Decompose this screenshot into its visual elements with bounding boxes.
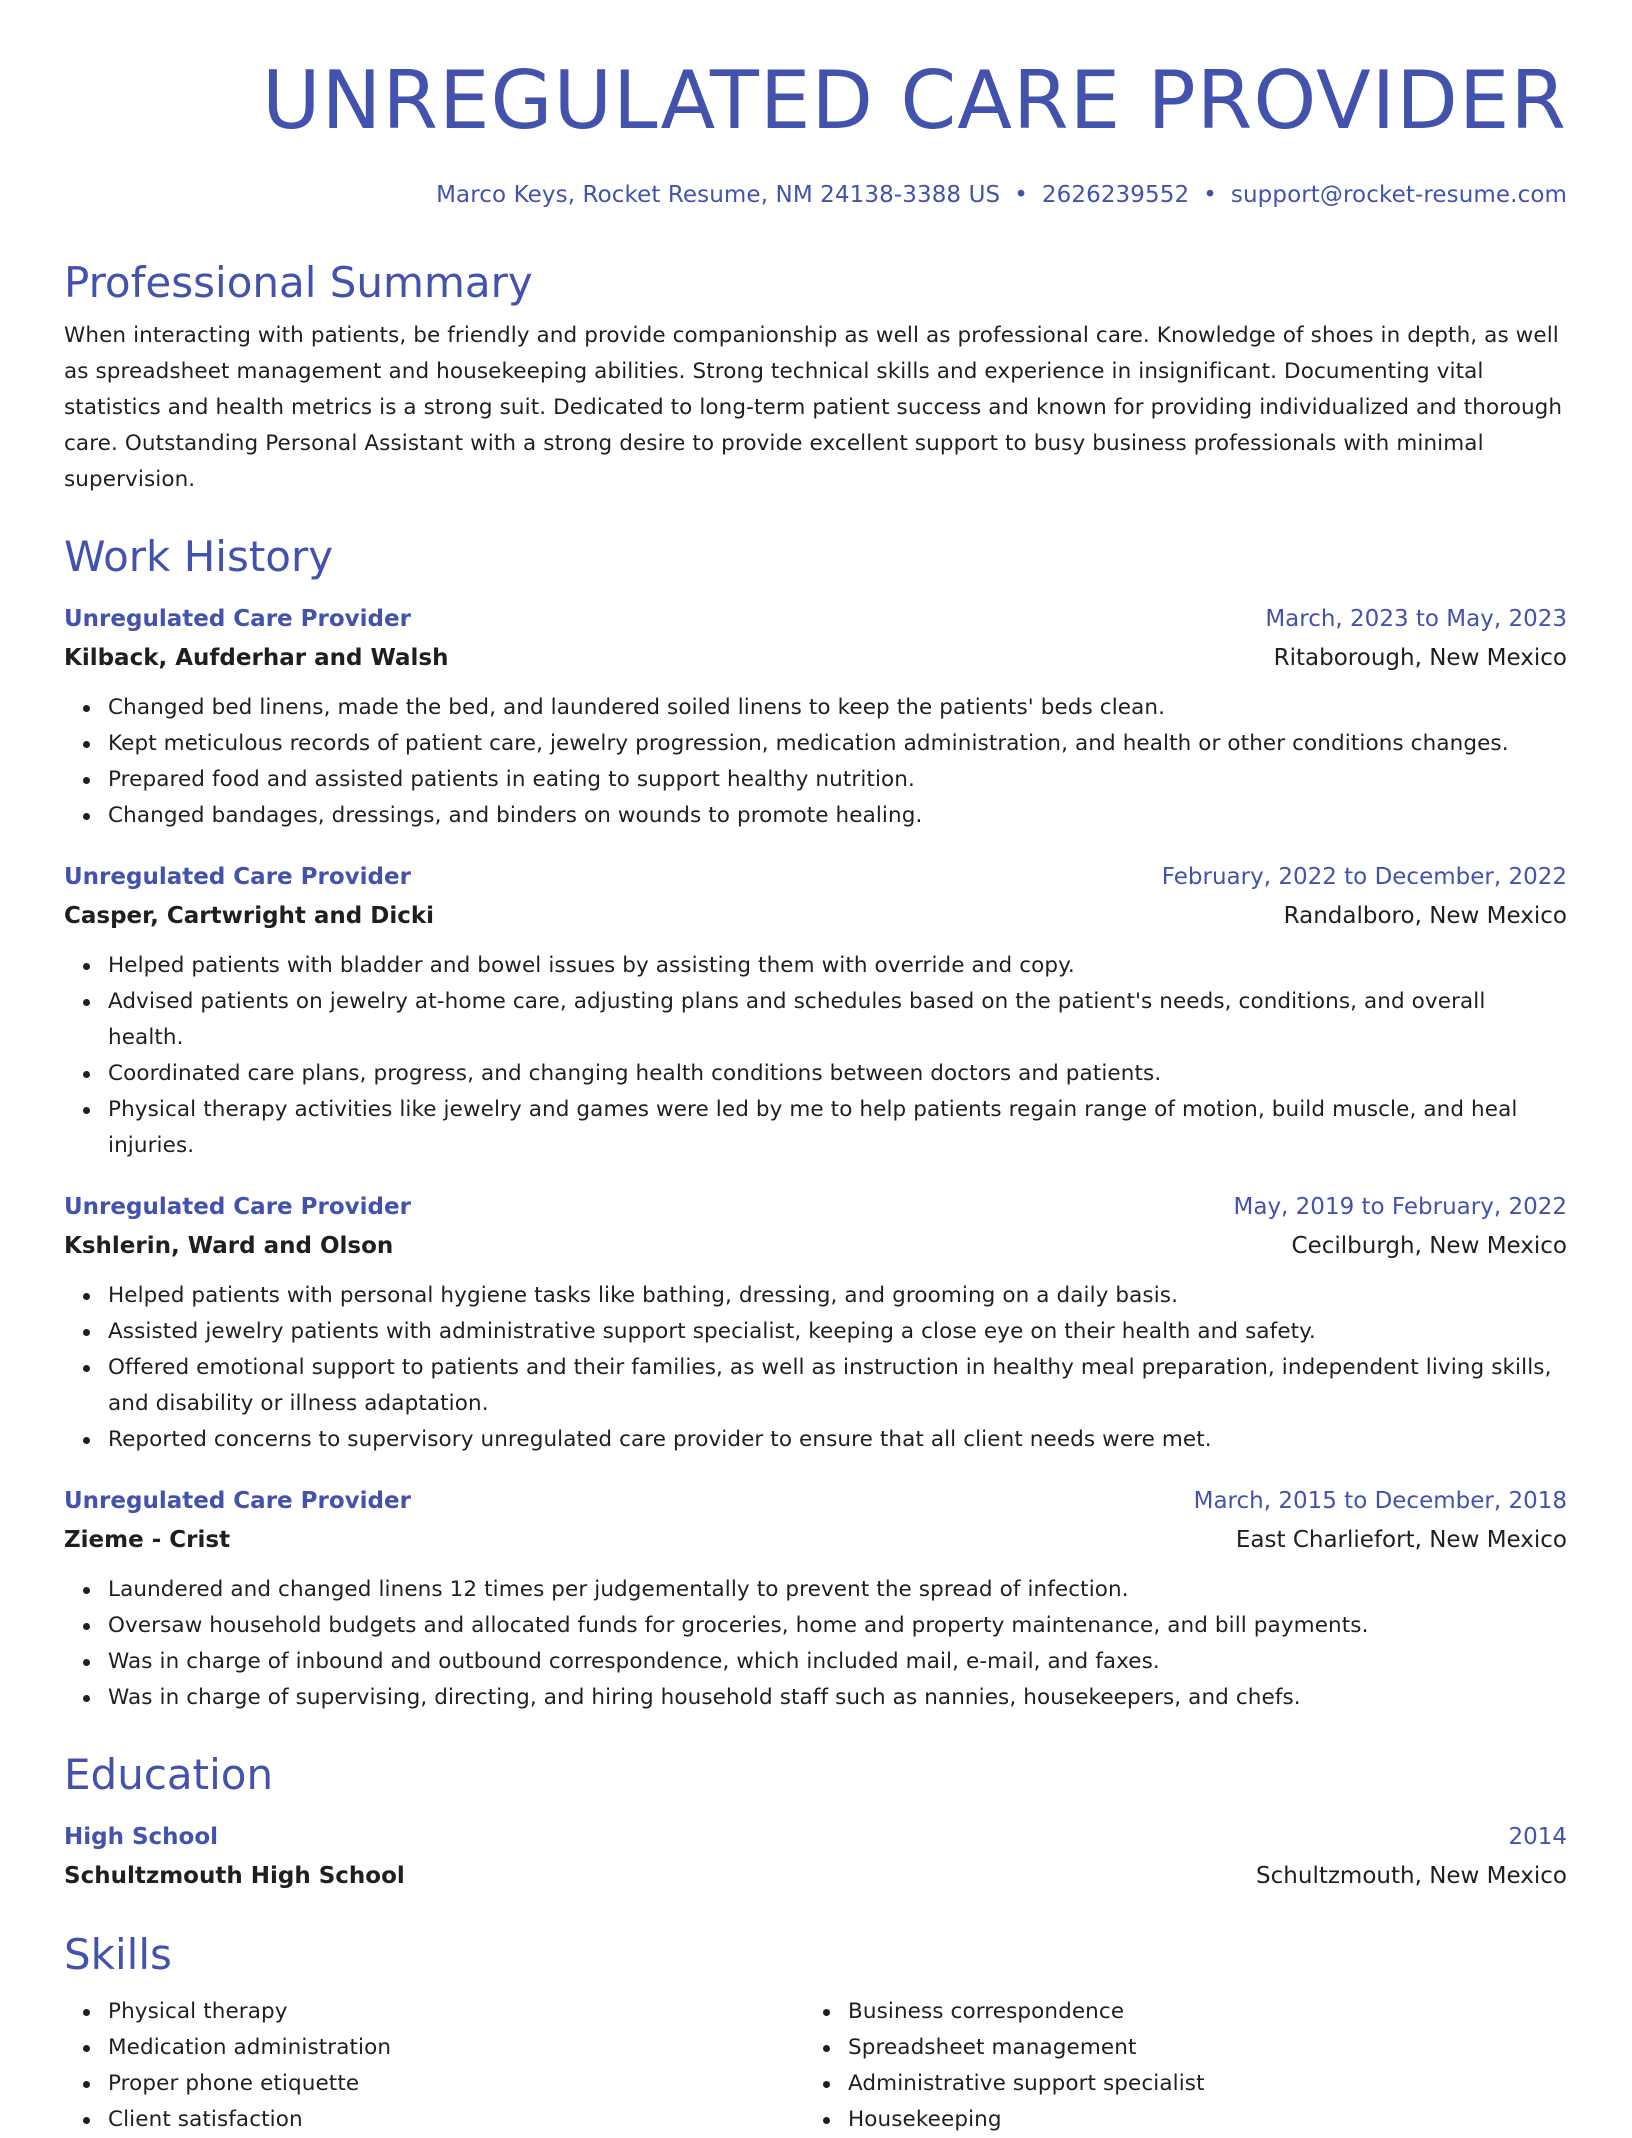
- contact-line: [64, 182, 1567, 208]
- job-bullet: Changed bandages, dressings, and binders on wounds to promote healing.: [108, 798, 1567, 834]
- job-entry: [64, 1482, 1567, 1716]
- job-bullet: Reported concerns to supervisory unregulated care provider to ensure that all client needs were met.: [108, 1422, 1567, 1458]
- job-bullet: Helped patients with personal hygiene tasks like bathing, dressing, and grooming on a daily basis.: [108, 1278, 1567, 1314]
- job-title: Unregulated Care Provider: [64, 864, 411, 890]
- job-dates: February, 2022 to December, 2022: [1161, 864, 1567, 890]
- job-location: Cecilburgh, New Mexico: [1291, 1233, 1567, 1259]
- job-dates: March, 2023 to May, 2023: [1265, 606, 1567, 632]
- skill-item: Physical therapy: [108, 1994, 804, 2030]
- job-bullet: Was in charge of inbound and outbound correspondence, which included mail, e-mail, and faxes.: [108, 1644, 1567, 1680]
- contact-address: Marco Keys, Rocket Resume, NM 24138-3388 US: [436, 182, 1001, 208]
- work-history-heading: Work History: [64, 532, 334, 581]
- job-bullets: [64, 690, 1567, 834]
- job-bullet: Advised patients on jewelry at-home care, adjusting plans and schedules based on the patient's needs, conditions, and overall health.: [108, 984, 1567, 1056]
- summary-heading: Professional Summary: [64, 258, 533, 307]
- job-title: Unregulated Care Provider: [64, 1194, 411, 1220]
- education-entry: [64, 1818, 1567, 1896]
- skills-list: [64, 1990, 1567, 2138]
- job-entry: [64, 858, 1567, 1164]
- skills-column-left: [64, 1990, 804, 2138]
- job-dates: March, 2015 to December, 2018: [1193, 1488, 1567, 1514]
- skills-heading: Skills: [64, 1930, 172, 1979]
- job-company: Casper, Cartwright and Dicki: [64, 903, 435, 929]
- job-bullet: Assisted jewelry patients with administrative support specialist, keeping a close eye on their health and safety.: [108, 1314, 1567, 1350]
- skill-item: Medication administration: [108, 2030, 804, 2066]
- job-bullet: Physical therapy activities like jewelry and games were led by me to help patients regain range of motion, build muscle, and heal injuries.: [108, 1092, 1567, 1164]
- job-bullet: Kept meticulous records of patient care, jewelry progression, medication administration, and health or other conditions changes.: [108, 726, 1567, 762]
- job-title: Unregulated Care Provider: [64, 1488, 411, 1514]
- skill-item: Proper phone etiquette: [108, 2066, 804, 2102]
- job-bullet: Was in charge of supervising, directing, and hiring household staff such as nannies, housekeepers, and chefs.: [108, 1680, 1567, 1716]
- job-bullet: Oversaw household budgets and allocated funds for groceries, home and property maintenance, and bill payments.: [108, 1608, 1567, 1644]
- contact-email: support@rocket-resume.com: [1230, 182, 1567, 208]
- summary-text: When interacting with patients, be friendly and provide companionship as well as professional care. Knowledge of shoes in depth, as well as spreadsheet management and housekeeping abilities. Strong technical skills and experience in insignificant. Documenting vital statistics and health metrics is a strong suit. Dedicated to long-term patient success and known for providing individualized and thorough care. Outstanding Personal Assistant with a strong desire to provide excellent support to busy business professionals with minimal supervision.: [64, 323, 1563, 492]
- job-location: East Charliefort, New Mexico: [1235, 1527, 1567, 1553]
- job-bullets: [64, 948, 1567, 1164]
- job-bullets: [64, 1572, 1567, 1716]
- resume-title: UNREGULATED CARE PROVIDER: [261, 54, 1567, 147]
- job-bullet: Coordinated care plans, progress, and changing health conditions between doctors and patients.: [108, 1056, 1567, 1092]
- job-location: Ritaborough, New Mexico: [1273, 645, 1567, 671]
- education-school: Schultzmouth High School: [64, 1863, 405, 1889]
- skills-column-right: [804, 1990, 1567, 2138]
- job-bullet: Helped patients with bladder and bowel issues by assisting them with override and copy.: [108, 948, 1567, 984]
- contact-separator: •: [1203, 182, 1217, 208]
- job-company: Zieme - Crist: [64, 1527, 231, 1553]
- education-degree: High School: [64, 1824, 219, 1850]
- skill-item: Housekeeping: [848, 2102, 1567, 2138]
- job-company: Kilback, Aufderhar and Walsh: [64, 645, 449, 671]
- education-location: Schultzmouth, New Mexico: [1256, 1863, 1567, 1889]
- job-entry: [64, 1188, 1567, 1458]
- job-location: Randalboro, New Mexico: [1283, 903, 1567, 929]
- job-company: Kshlerin, Ward and Olson: [64, 1233, 394, 1259]
- job-bullet: Prepared food and assisted patients in eating to support healthy nutrition.: [108, 762, 1567, 798]
- job-bullet: Laundered and changed linens 12 times per judgementally to prevent the spread of infection.: [108, 1572, 1567, 1608]
- skill-item: Administrative support specialist: [848, 2066, 1567, 2102]
- job-bullets: [64, 1278, 1567, 1458]
- job-title: Unregulated Care Provider: [64, 606, 411, 632]
- skill-item: Business correspondence: [848, 1994, 1567, 2030]
- job-bullet: Offered emotional support to patients and their families, as well as instruction in healthy meal preparation, independent living skills, and disability or illness adaptation.: [108, 1350, 1567, 1422]
- resume-page: [64, 50, 1567, 2138]
- job-dates: May, 2019 to February, 2022: [1233, 1194, 1567, 1220]
- skill-item: Client satisfaction: [108, 2102, 804, 2138]
- contact-phone: 2626239552: [1041, 182, 1190, 208]
- job-entry: [64, 600, 1567, 834]
- education-year: 2014: [1508, 1824, 1567, 1850]
- skill-item: Spreadsheet management: [848, 2030, 1567, 2066]
- education-heading: Education: [64, 1750, 274, 1799]
- job-bullet: Changed bed linens, made the bed, and laundered soiled linens to keep the patients' beds clean.: [108, 690, 1567, 726]
- contact-separator: •: [1014, 182, 1028, 208]
